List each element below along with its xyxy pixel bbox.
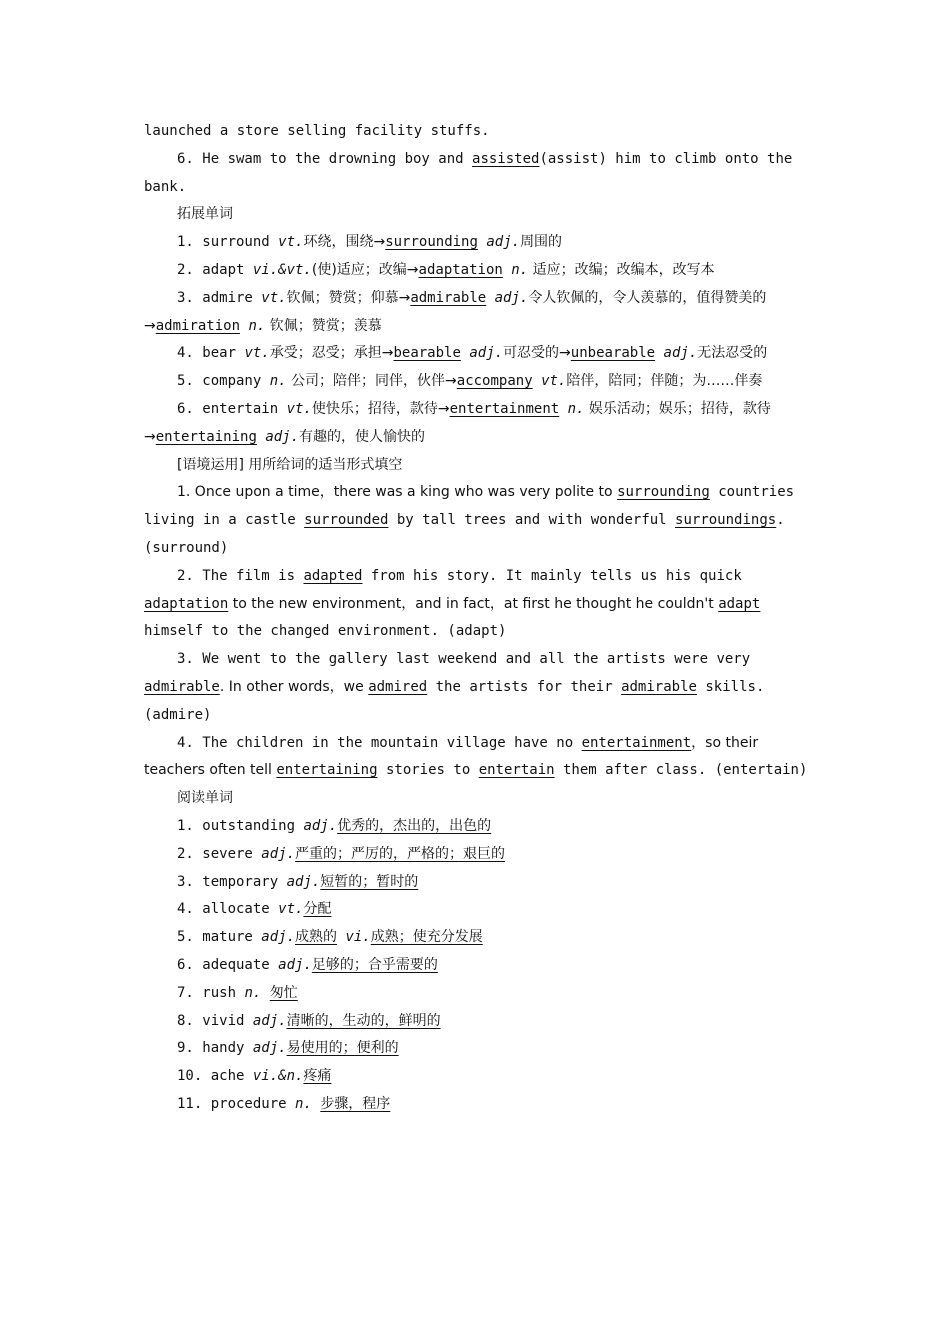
answer-text: 足够的；合乎需要的 <box>311 956 438 973</box>
part-of-speech: vi.&vt. <box>252 261 312 278</box>
answer-text: accompany <box>456 373 533 390</box>
text-run: launched a store selling facility stuffs. <box>144 123 490 139</box>
text-run: 4. The children in the mountain village have no <box>177 734 582 751</box>
text-run: 环绕，围绕→ <box>303 234 386 251</box>
text-run: himself to the changed environment. (adapt) <box>144 623 507 640</box>
exercise-item-6 <box>144 146 812 202</box>
part-of-speech: adj. <box>265 428 300 445</box>
part-of-speech: vi. <box>345 929 371 946</box>
answer-text: admirable <box>144 678 220 695</box>
text-run <box>559 401 567 417</box>
context-sentence-4 <box>144 730 812 786</box>
text-run <box>486 290 494 306</box>
section-heading-reading-words <box>144 785 812 813</box>
text-run: 11. procedure <box>177 1095 296 1112</box>
text-run: 2. The film is <box>177 567 304 584</box>
answer-text: 成熟的 <box>295 929 338 946</box>
word-entry-bear <box>144 340 812 368</box>
answer-text: 分配 <box>303 901 332 918</box>
text-run: to the new environment，and in fact，at first he thought he couldn't <box>228 595 719 612</box>
part-of-speech: n. <box>511 261 529 278</box>
part-of-speech: adj. <box>494 289 529 306</box>
text-run: by tall trees and with wonderful <box>388 512 676 529</box>
part-of-speech: n. <box>567 400 585 417</box>
part-of-speech: adj. <box>261 845 296 862</box>
context-sentence-1 <box>144 479 812 562</box>
answer-text: 疼痛 <box>303 1068 332 1085</box>
text-run: 有趣的，使人愉快的 <box>299 428 426 445</box>
answer-text: 匆忙 <box>269 984 298 1001</box>
answer-text: surrounded <box>304 512 389 529</box>
text-run: 6. He swam to the drowning boy and <box>177 150 473 167</box>
answer-text: 严重的；严厉的，严格的；艰巨的 <box>295 845 506 862</box>
text-run: 10. ache <box>177 1068 253 1085</box>
answer-text: surroundings <box>675 512 777 529</box>
part-of-speech: n. <box>295 1095 312 1112</box>
answer-text: 短暂的；暂时的 <box>320 873 419 890</box>
part-of-speech: vt. <box>286 400 312 417</box>
word-entry-entertain <box>144 396 812 452</box>
text-run <box>261 985 269 1001</box>
part-of-speech: adj. <box>469 345 504 362</box>
text-run: 1. outstanding <box>177 817 304 834</box>
part-of-speech: adj. <box>303 817 338 834</box>
text-run: 令人钦佩的，令人羡慕的，值得赞美的→ <box>144 289 767 334</box>
text-run: 8. vivid <box>177 1012 253 1029</box>
text-run <box>533 373 541 389</box>
answer-text: admired <box>368 678 428 695</box>
part-of-speech: adj. <box>486 234 521 251</box>
text-run: . (surround) <box>144 512 785 556</box>
text-run: the artists for their <box>427 678 622 695</box>
text-run: them after class. (entertain) <box>554 762 808 779</box>
text-run: 无法忍受的 <box>697 345 768 362</box>
text-run: 使快乐；招待，款待→ <box>311 400 450 417</box>
answer-text: adaptation <box>418 261 503 278</box>
answer-text: 易使用的；便利的 <box>286 1040 399 1057</box>
text-run: 可忍受的→ <box>503 345 571 362</box>
reading-word-rush <box>144 980 812 1008</box>
part-of-speech: adj. <box>252 1012 287 1029</box>
text-run: 9. handy <box>177 1040 253 1057</box>
text-run: 2. severe <box>177 845 262 862</box>
text-run: (使)适应；改编→ <box>311 261 419 278</box>
text-run: 钦佩；赞赏；仰慕→ <box>286 289 411 306</box>
part-of-speech: n. <box>244 984 262 1001</box>
part-of-speech: vt. <box>278 901 304 918</box>
text-run: 1. Once upon a time，there was a king who was very polite to <box>177 484 618 501</box>
answer-text: 步骤，程序 <box>320 1095 391 1112</box>
text-run: countries living in a castle <box>144 484 795 529</box>
answer-text: entertain <box>478 762 555 779</box>
part-of-speech: vt. <box>244 345 270 362</box>
reading-word-procedure <box>144 1091 812 1119</box>
paragraph-continuation <box>144 118 812 146</box>
text-run: (assist) him to climb onto the bank. <box>144 150 793 195</box>
part-of-speech: adj. <box>278 956 312 973</box>
reading-word-ache <box>144 1063 812 1091</box>
word-entry-admire <box>144 285 812 341</box>
text-run: 5. mature <box>177 929 262 946</box>
answer-text: entertainment <box>581 734 692 751</box>
answer-text: entertaining <box>155 428 257 445</box>
text-run: 6. adequate <box>177 956 279 973</box>
text-run: stories to <box>377 762 479 779</box>
section-heading-context-use <box>144 452 812 480</box>
answer-text: adaptation <box>144 595 229 612</box>
reading-word-severe <box>144 841 812 869</box>
text-run: 适应；改编；改编本，改写本 <box>528 261 715 278</box>
text-run <box>655 345 663 361</box>
word-entry-surround <box>144 229 812 257</box>
text-run: 周围的 <box>520 234 563 251</box>
text-run: ，so their teachers often tell <box>144 734 759 779</box>
answer-text: bearable <box>393 345 461 362</box>
part-of-speech: n. <box>269 373 287 390</box>
answer-text: entertaining <box>276 762 378 779</box>
answer-text: assisted <box>472 150 540 167</box>
text-run: 6. entertain <box>177 400 287 417</box>
reading-word-allocate <box>144 896 812 924</box>
reading-word-mature <box>144 924 812 952</box>
section-heading-expansion-words <box>144 201 812 229</box>
text-run: 陪伴，陪同；伴随；为……伴奏 <box>566 373 763 390</box>
part-of-speech: vt. <box>541 373 567 390</box>
answer-text: surrounding <box>617 484 710 501</box>
word-entry-company <box>144 368 812 396</box>
text-run: 7. rush <box>177 984 245 1001</box>
part-of-speech: adj. <box>663 345 698 362</box>
context-sentence-3 <box>144 646 812 729</box>
text-run: 3. We went to the gallery last weekend and all the artists were very <box>177 651 751 668</box>
answer-text: 优秀的，杰出的，出色的 <box>337 817 492 834</box>
text-run: 娱乐活动；娱乐；招待，款待→ <box>144 400 771 445</box>
part-of-speech: vt. <box>278 234 304 251</box>
text-run: 承受；忍受；承担→ <box>269 345 394 362</box>
part-of-speech: vt. <box>261 289 287 306</box>
text-run <box>503 262 511 278</box>
text-run: 5. company <box>177 373 270 390</box>
reading-word-outstanding <box>144 813 812 841</box>
text-run: 拓展单词 <box>177 206 233 223</box>
text-run: from his story. It mainly tells us his quick <box>362 567 742 584</box>
text-run: 1. surround <box>177 234 279 251</box>
text-run: 公司；陪伴；同伴，伙伴→ <box>286 373 457 390</box>
answer-text: adapted <box>303 567 363 584</box>
text-run: 3. admire <box>177 289 262 306</box>
part-of-speech: adj. <box>252 1040 287 1057</box>
reading-word-temporary <box>144 869 812 897</box>
part-of-speech: adj. <box>261 929 296 946</box>
answer-text: adapt <box>718 595 761 612</box>
text-run: 4. bear <box>177 345 245 362</box>
part-of-speech: n. <box>248 317 266 334</box>
context-sentence-2 <box>144 563 812 646</box>
text-run: 4. allocate <box>177 901 279 918</box>
answer-text: 成熟；使充分发展 <box>370 929 483 946</box>
text-run: 钦佩；赞赏；羡慕 <box>265 317 382 334</box>
answer-text: admiration <box>155 317 241 334</box>
word-entry-adapt <box>144 257 812 285</box>
reading-word-adequate <box>144 952 812 980</box>
text-run: 2. adapt <box>177 261 253 278</box>
answer-text: 清晰的，生动的，鲜明的 <box>286 1012 441 1029</box>
answer-text: unbearable <box>570 345 656 362</box>
answer-text: surrounding <box>385 234 478 251</box>
part-of-speech: adj. <box>286 873 321 890</box>
reading-word-vivid <box>144 1008 812 1036</box>
text-run: [语境运用] 用所给词的适当形式填空 <box>177 456 403 473</box>
part-of-speech: vi.&n. <box>252 1068 304 1085</box>
answer-text: entertainment <box>449 400 560 417</box>
text-run: skills. (admire) <box>144 678 765 723</box>
answer-text: admirable <box>621 678 697 695</box>
text-run: 3. temporary <box>177 873 287 890</box>
reading-word-handy <box>144 1035 812 1063</box>
text-run: . In other words，we <box>219 678 369 695</box>
text-run: 阅读单词 <box>177 790 233 807</box>
document-page <box>144 118 812 1119</box>
answer-text: admirable <box>410 289 487 306</box>
